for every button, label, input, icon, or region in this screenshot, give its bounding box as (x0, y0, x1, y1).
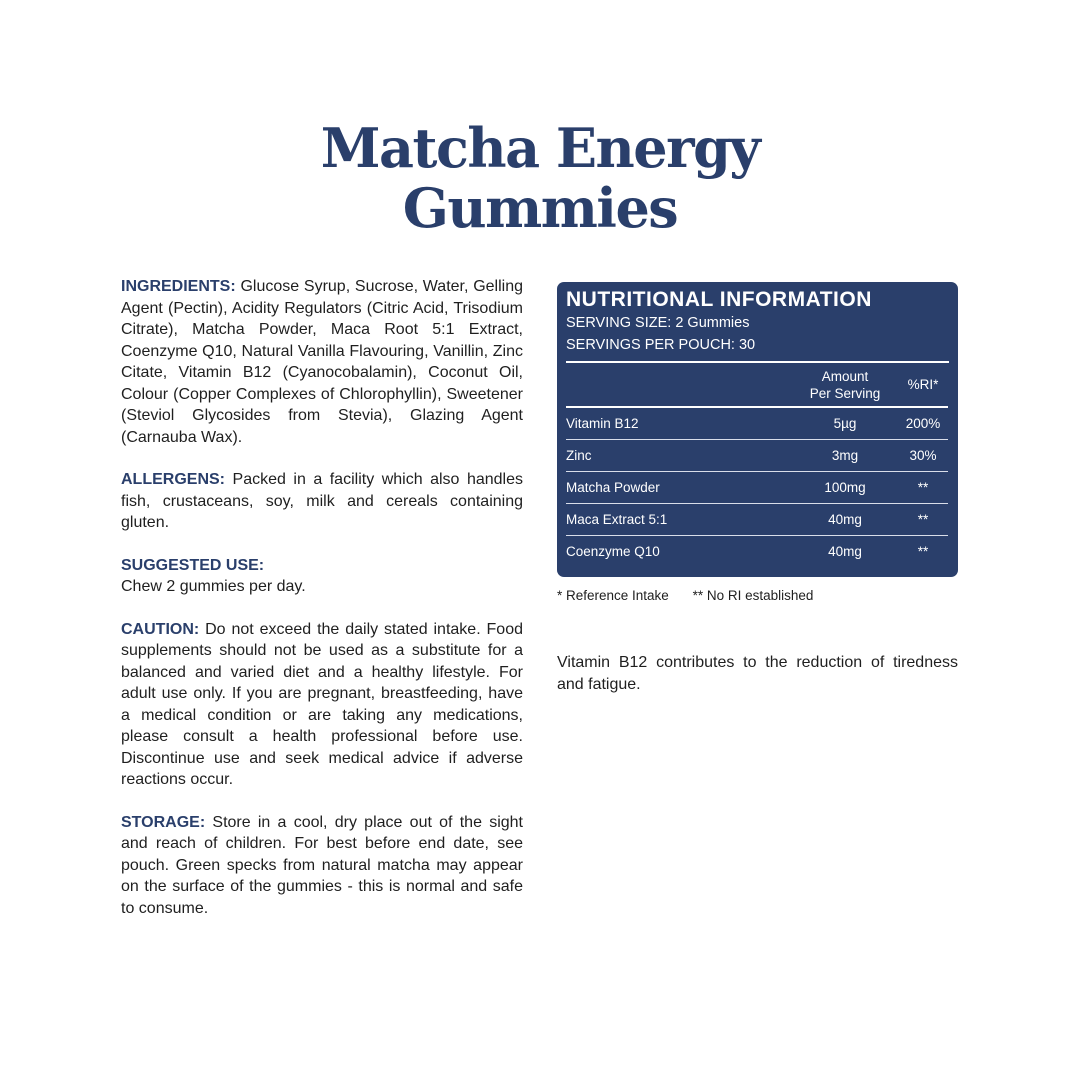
ri-column-header: %RI* (907, 377, 939, 392)
allergens-label: ALLERGENS: (121, 471, 225, 488)
nutrition-title: NUTRITIONAL INFORMATION (566, 288, 872, 311)
table-row (566, 504, 948, 536)
serving-size: SERVING SIZE: 2 Gummies (566, 315, 750, 331)
nutrient-amount: 5µg (792, 407, 898, 440)
nutrient-amount: 3mg (792, 440, 898, 472)
nutrient-ri: 30% (898, 440, 948, 472)
amount-header-line-2: Per Serving (809, 385, 881, 401)
page-title (0, 118, 1080, 238)
nutrient-name: Matcha Powder (566, 472, 792, 504)
nutrient-ri: ** (898, 536, 948, 568)
storage-section (121, 812, 523, 920)
table-row (566, 407, 948, 440)
storage-text: Store in a cool, dry place out of the sight and reach of children. For best before end date, see pouch. Green specks from natural matcha may appear on the surface of the gummies - this is normal and safe to consume. (121, 813, 523, 917)
ingredients-label: INGREDIENTS: (121, 278, 236, 295)
footnote-no-ri: ** No RI established (692, 588, 814, 603)
nutrient-amount: 100mg (792, 472, 898, 504)
nutrient-name: Zinc (566, 440, 792, 472)
suggested-use-text: Chew 2 gummies per day. (121, 578, 306, 595)
allergens-text: Packed in a facility which also handles fish, crustaceans, soy, milk and cereals containing gluten. (121, 471, 523, 531)
ingredients-text: Glucose Syrup, Sucrose, Water, Gelling Agent (Pectin), Acidity Regulators (Citric Acid, Trisodium Citrate), Matcha Powder, Maca Root 5:1 Extract, Coenzyme Q10, Natural Vanilla Flavouring, Vanillin, Zinc Citate, Vitamin B12 (Cyanocobalamin), Coconut Oil, Colour (Copper Complexes of Chlorophyllin), Sweetener (Steviol Glycosides from Stevia), Glazing Agent (Carnauba Wax). (121, 278, 523, 446)
nutrient-ri: ** (898, 504, 948, 536)
nutrient-ri: ** (898, 472, 948, 504)
nutrient-amount: 40mg (792, 504, 898, 536)
title-line-1: Matcha Energy (320, 116, 760, 180)
table-row (566, 536, 948, 568)
ingredients-section (121, 276, 523, 448)
amount-header-line-1: Amount (821, 368, 869, 384)
nutrient-name: Vitamin B12 (566, 407, 792, 440)
health-claim: Vitamin B12 contributes to the reduction of tiredness and fatigue. (557, 654, 958, 693)
footnote-reference-intake: * Reference Intake (557, 588, 669, 603)
nutrient-amount: 40mg (792, 536, 898, 568)
nutrient-name: Maca Extract 5:1 (566, 504, 792, 536)
nutrient-name: Coenzyme Q10 (566, 536, 792, 568)
suggested-use-section (121, 555, 523, 598)
title-line-2: Gummies (402, 176, 678, 240)
nutrition-table (566, 363, 948, 567)
caution-text: Do not exceed the daily stated intake. Food supplements should not be used as a substitute for a balanced and varied diet and a healthy lifestyle. For adult use only. If you are pregnant, breastfeeding, have a medical condition or are taking any medications, please consult a health professional before use. Discontinue use and seek medical advice if adverse reactions occur. (121, 620, 524, 788)
product-info-column (121, 276, 523, 940)
caution-section (121, 619, 523, 791)
storage-label: STORAGE: (121, 813, 206, 831)
caution-label: CAUTION: (121, 620, 200, 638)
servings-per-pouch: SERVINGS PER POUCH: 30 (566, 337, 756, 353)
nutrition-footnote (557, 588, 813, 603)
allergens-section (121, 469, 523, 534)
amount-column-header (792, 363, 898, 407)
suggested-use-label: SUGGESTED USE: (121, 556, 265, 574)
nutrition-table-header (566, 363, 948, 407)
nutrient-ri: 200% (898, 407, 948, 440)
nutrient-column-header (566, 363, 792, 407)
table-row (566, 440, 948, 472)
table-row (566, 472, 948, 504)
nutrition-panel (557, 282, 958, 577)
